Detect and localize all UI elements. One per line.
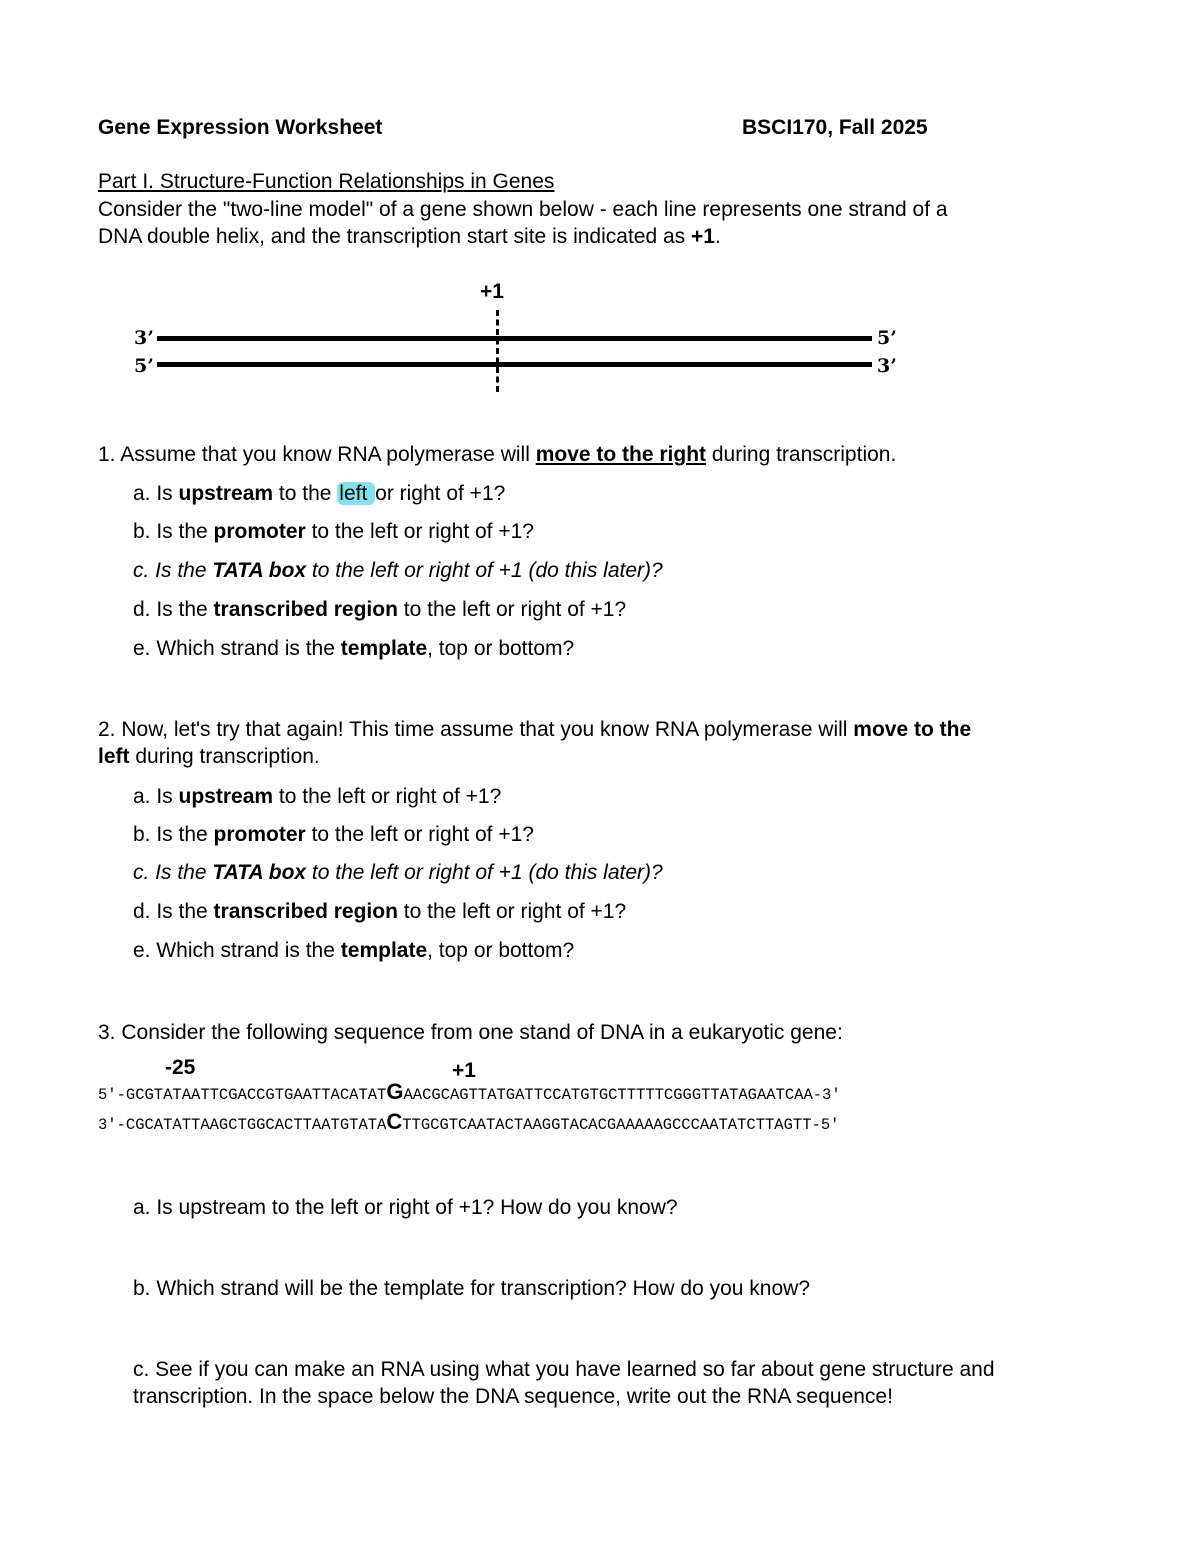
question-2-line-1: 2. Now, let's try that again! This time assume that you know RNA polymerase will move to the — [98, 718, 972, 741]
q2-part-e: e. Which strand is the template, top or bottom? — [133, 939, 575, 962]
intro-line-1: Consider the "two-line model" of a gene shown below - each line represents one strand of a — [98, 198, 948, 221]
q3-part-c-line-1: c. See if you can make an RNA using what you have learned so far about gene structure and — [133, 1358, 995, 1381]
top-dna-strand — [157, 336, 872, 341]
bottom-dna-strand — [157, 362, 872, 367]
q2-part-c: c. Is the TATA box to the left or right of +1 (do this later)? — [133, 861, 663, 884]
q1-part-e: e. Which strand is the template, top or bottom? — [133, 637, 575, 660]
position-plus-1-label: +1 — [452, 1059, 476, 1082]
q3-part-a: a. Is upstream to the left or right of +1? How do you know? — [133, 1196, 678, 1219]
plus-one-label: +1 — [480, 280, 504, 303]
q3-part-c-line-2: transcription. In the space below the DNA sequence, write out the RNA sequence! — [133, 1385, 893, 1408]
bottom-dna-sequence: 3'-CGCATATTAAGCTGGCACTTAATGTATACTTGCGTCAATACTAAGGTACACGAAAAAGCCCAATATCTTAGTT-5' — [98, 1109, 840, 1134]
q2-part-b: b. Is the promoter to the left or right of +1? — [133, 823, 534, 846]
q1-part-c: c. Is the TATA box to the left or right of +1 (do this later)? — [133, 559, 663, 582]
bottom-start-base: C — [386, 1109, 403, 1134]
q2-part-d: d. Is the transcribed region to the left or right of +1? — [133, 900, 627, 923]
top-strand-left-end: 3’ — [134, 327, 154, 349]
start-site-marker — [496, 310, 499, 392]
bottom-strand-left-end: 5’ — [134, 355, 154, 377]
q1-part-d: d. Is the transcribed region to the left or right of +1? — [133, 598, 627, 621]
intro-line-2: DNA double helix, and the transcription start site is indicated as +1. — [98, 225, 721, 248]
q1-part-a: a. Is upstream to the left or right of +1? — [133, 482, 506, 505]
q1-part-b: b. Is the promoter to the left or right of +1? — [133, 520, 534, 543]
question-1: 1. Assume that you know RNA polymerase will move to the right during transcription. — [98, 443, 897, 466]
question-3: 3. Consider the following sequence from one stand of DNA in a eukaryotic gene: — [98, 1021, 843, 1044]
question-2-line-2: left during transcription. — [98, 745, 320, 768]
worksheet-title: Gene Expression Worksheet — [98, 116, 383, 139]
q3-part-b: b. Which strand will be the template for transcription? How do you know? — [133, 1277, 810, 1300]
top-start-base: G — [386, 1079, 404, 1104]
position-minus-25-label: -25 — [165, 1056, 196, 1079]
course-label: BSCI170, Fall 2025 — [742, 116, 928, 139]
bottom-strand-right-end: 3’ — [877, 355, 897, 377]
highlighted-word: left — [339, 482, 374, 505]
q2-part-a: a. Is upstream to the left or right of +1? — [133, 785, 502, 808]
top-strand-right-end: 5’ — [877, 327, 897, 349]
section-heading: Part I. Structure-Function Relationships in Genes — [98, 170, 555, 193]
top-dna-sequence: 5'-GCGTATAATTCGACCGTGAATTACATATGAACGCAGTTATGATTCCATGTGCTTTTTCGGGTTATAGAATCAA-3' — [98, 1079, 841, 1104]
